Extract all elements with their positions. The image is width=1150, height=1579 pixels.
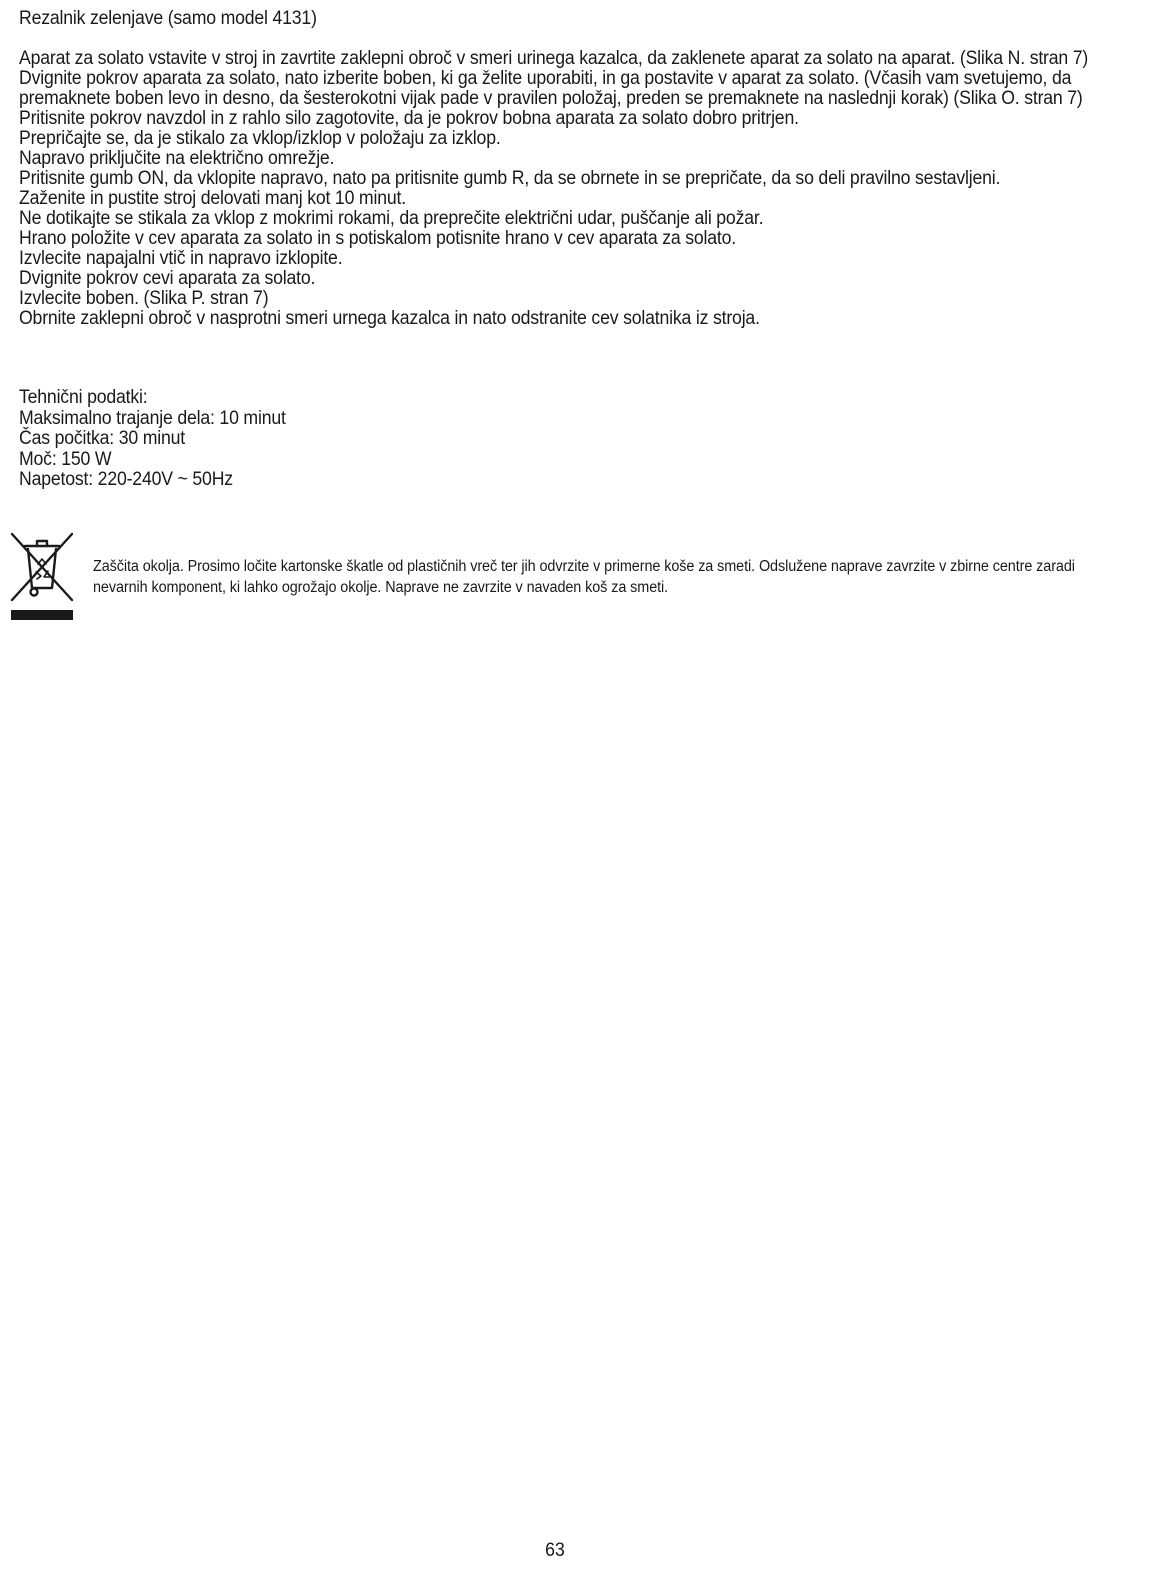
instruction-line: Aparat za solato vstavite v stroj in zavrtite zaklepni obroč v smeri urinega kazalca, da zaklenete aparat za solato na aparat. (Slika N. stran 7) bbox=[19, 48, 1089, 69]
page-number: 63 bbox=[545, 1540, 565, 1561]
crossed-out-wheelie-bin-icon bbox=[8, 526, 76, 622]
instruction-line: Zaženite in pustite stroj delovati manj kot 10 minut. bbox=[19, 188, 406, 209]
instruction-line: Napravo priključite na električno omrežje. bbox=[19, 148, 335, 169]
technical-specs bbox=[19, 388, 286, 491]
instruction-line: Pritisnite pokrov navzdol in z rahlo silo zagotovite, da je pokrov bobna aparata za solato dobro pritrjen. bbox=[19, 108, 799, 129]
instructions-list bbox=[19, 49, 1149, 329]
spec-item: Maksimalno trajanje dela: 10 minut bbox=[19, 407, 286, 429]
instruction-line: Obrnite zaklepni obroč v nasprotni smeri urnega kazalca in nato odstranite cev solatnika iz stroja. bbox=[19, 308, 760, 329]
instruction-line: Izvlecite boben. (Slika P. stran 7) bbox=[19, 288, 269, 309]
instruction-line: Dvignite pokrov cevi aparata za solato. bbox=[19, 268, 316, 289]
instruction-line: Hrano položite v cev aparata za solato in s potiskalom potisnite hrano v cev aparata za solato. bbox=[19, 228, 737, 249]
instruction-line: Dvignite pokrov aparata za solato, nato izberite boben, ki ga želite uporabiti, in ga postavite v aparat za solato. (Včasih vam svetujemo, da premaknete boben levo in desno, da šesterokotni vijak pade v pravilen položaj, preden se premaknete na naslednji korak) (Slika O. stran 7) bbox=[19, 68, 1083, 109]
section-heading: Rezalnik zelenjave (samo model 4131) bbox=[19, 8, 317, 29]
spec-item: Napetost: 220-240V ~ 50Hz bbox=[19, 469, 233, 490]
instruction-line: Prepričajte se, da je stikalo za vklop/izklop v položaju za izklop. bbox=[19, 128, 501, 149]
instruction-line: Izvlecite napajalni vtič in napravo izklopite. bbox=[19, 248, 343, 269]
spec-item: Moč: 150 W bbox=[19, 448, 112, 470]
environment-notice: Zaščita okolja. Prosimo ločite kartonske škatle od plastičnih vreč ter jih odvrzite v primerne koše za smeti. Odslužene naprave zavrzite v zbirne centre zaradi nevarnih komponent, ki lahko ogrožajo okolje. Naprave ne zavrzite v navaden koš za smeti. bbox=[93, 558, 1075, 596]
specs-title: Tehnični podatki: bbox=[19, 387, 148, 408]
spec-item: Čas počitka: 30 minut bbox=[19, 428, 186, 449]
instruction-line: Pritisnite gumb ON, da vklopite napravo, nato pa pritisnite gumb R, da se obrnete in se prepričate, da so deli pravilno sestavljeni. bbox=[19, 168, 1001, 189]
instruction-line: Ne dotikajte se stikala za vklop z mokrimi rokami, da preprečite električni udar, puščanje ali požar. bbox=[19, 208, 764, 229]
